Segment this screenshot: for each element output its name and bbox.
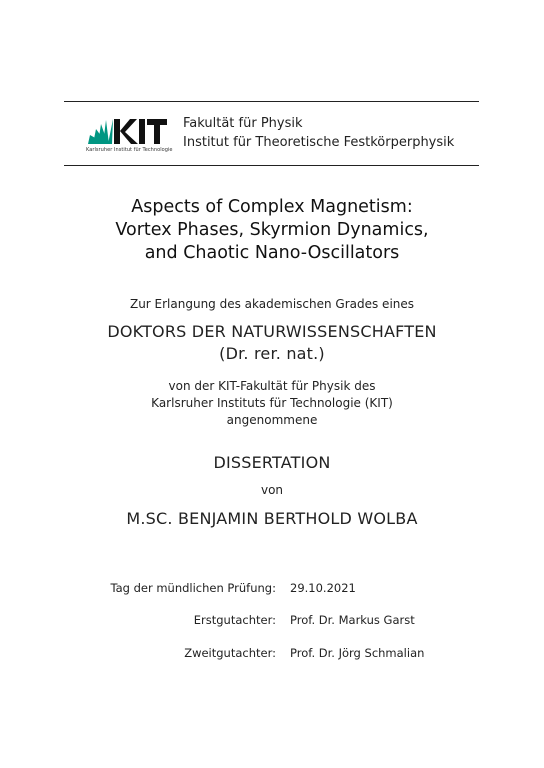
- bottom-rule: [64, 165, 479, 166]
- title-line-2: Vortex Phases, Skyrmion Dynamics,: [115, 220, 429, 240]
- first-reviewer-label: Erstgutachter:: [193, 613, 276, 627]
- exam-date-label: Tag der mündlichen Prüfung:: [110, 581, 276, 595]
- kit-logo: [86, 113, 173, 155]
- by-word: von: [260, 483, 284, 497]
- institution-block: [0, 378, 544, 429]
- document-type: DISSERTATION: [213, 453, 331, 472]
- thesis-title: [0, 196, 544, 265]
- exam-date-value: 29.10.2021: [290, 581, 356, 595]
- degree-intro: Zur Erlangung des akademischen Grades eines: [129, 297, 415, 311]
- author-name: M.SC. BENJAMIN BERTHOLD WOLBA: [126, 509, 418, 528]
- second-reviewer-label: Zweitgutachter:: [184, 646, 276, 660]
- title-line-1: Aspects of Complex Magnetism:: [131, 197, 413, 217]
- faculty-block: [183, 114, 454, 152]
- institution-line-2: Karlsruher Instituts für Technologie (KIT): [151, 396, 393, 410]
- degree-name: DOKTORS DER NATURWISSENSCHAFTEN: [107, 322, 437, 341]
- kit-logo-graphic: [86, 113, 168, 147]
- institute-name: Institut für Theoretische Festkörperphysik: [183, 135, 455, 150]
- institution-line-1: von der KIT-Fakultät für Physik des: [168, 379, 376, 393]
- first-reviewer-value: Prof. Dr. Markus Garst: [290, 613, 415, 627]
- second-reviewer-value: Prof. Dr. Jörg Schmalian: [290, 646, 425, 660]
- degree-abbreviation: (Dr. rer. nat.): [219, 344, 325, 363]
- institution-line-3: angenommene: [226, 413, 318, 427]
- logo-subtitle: Karlsruher Institut für Technologie: [86, 147, 173, 153]
- top-rule: [64, 101, 479, 102]
- title-line-3: and Chaotic Nano-Oscillators: [144, 243, 400, 263]
- faculty-name: Fakultät für Physik: [183, 116, 303, 131]
